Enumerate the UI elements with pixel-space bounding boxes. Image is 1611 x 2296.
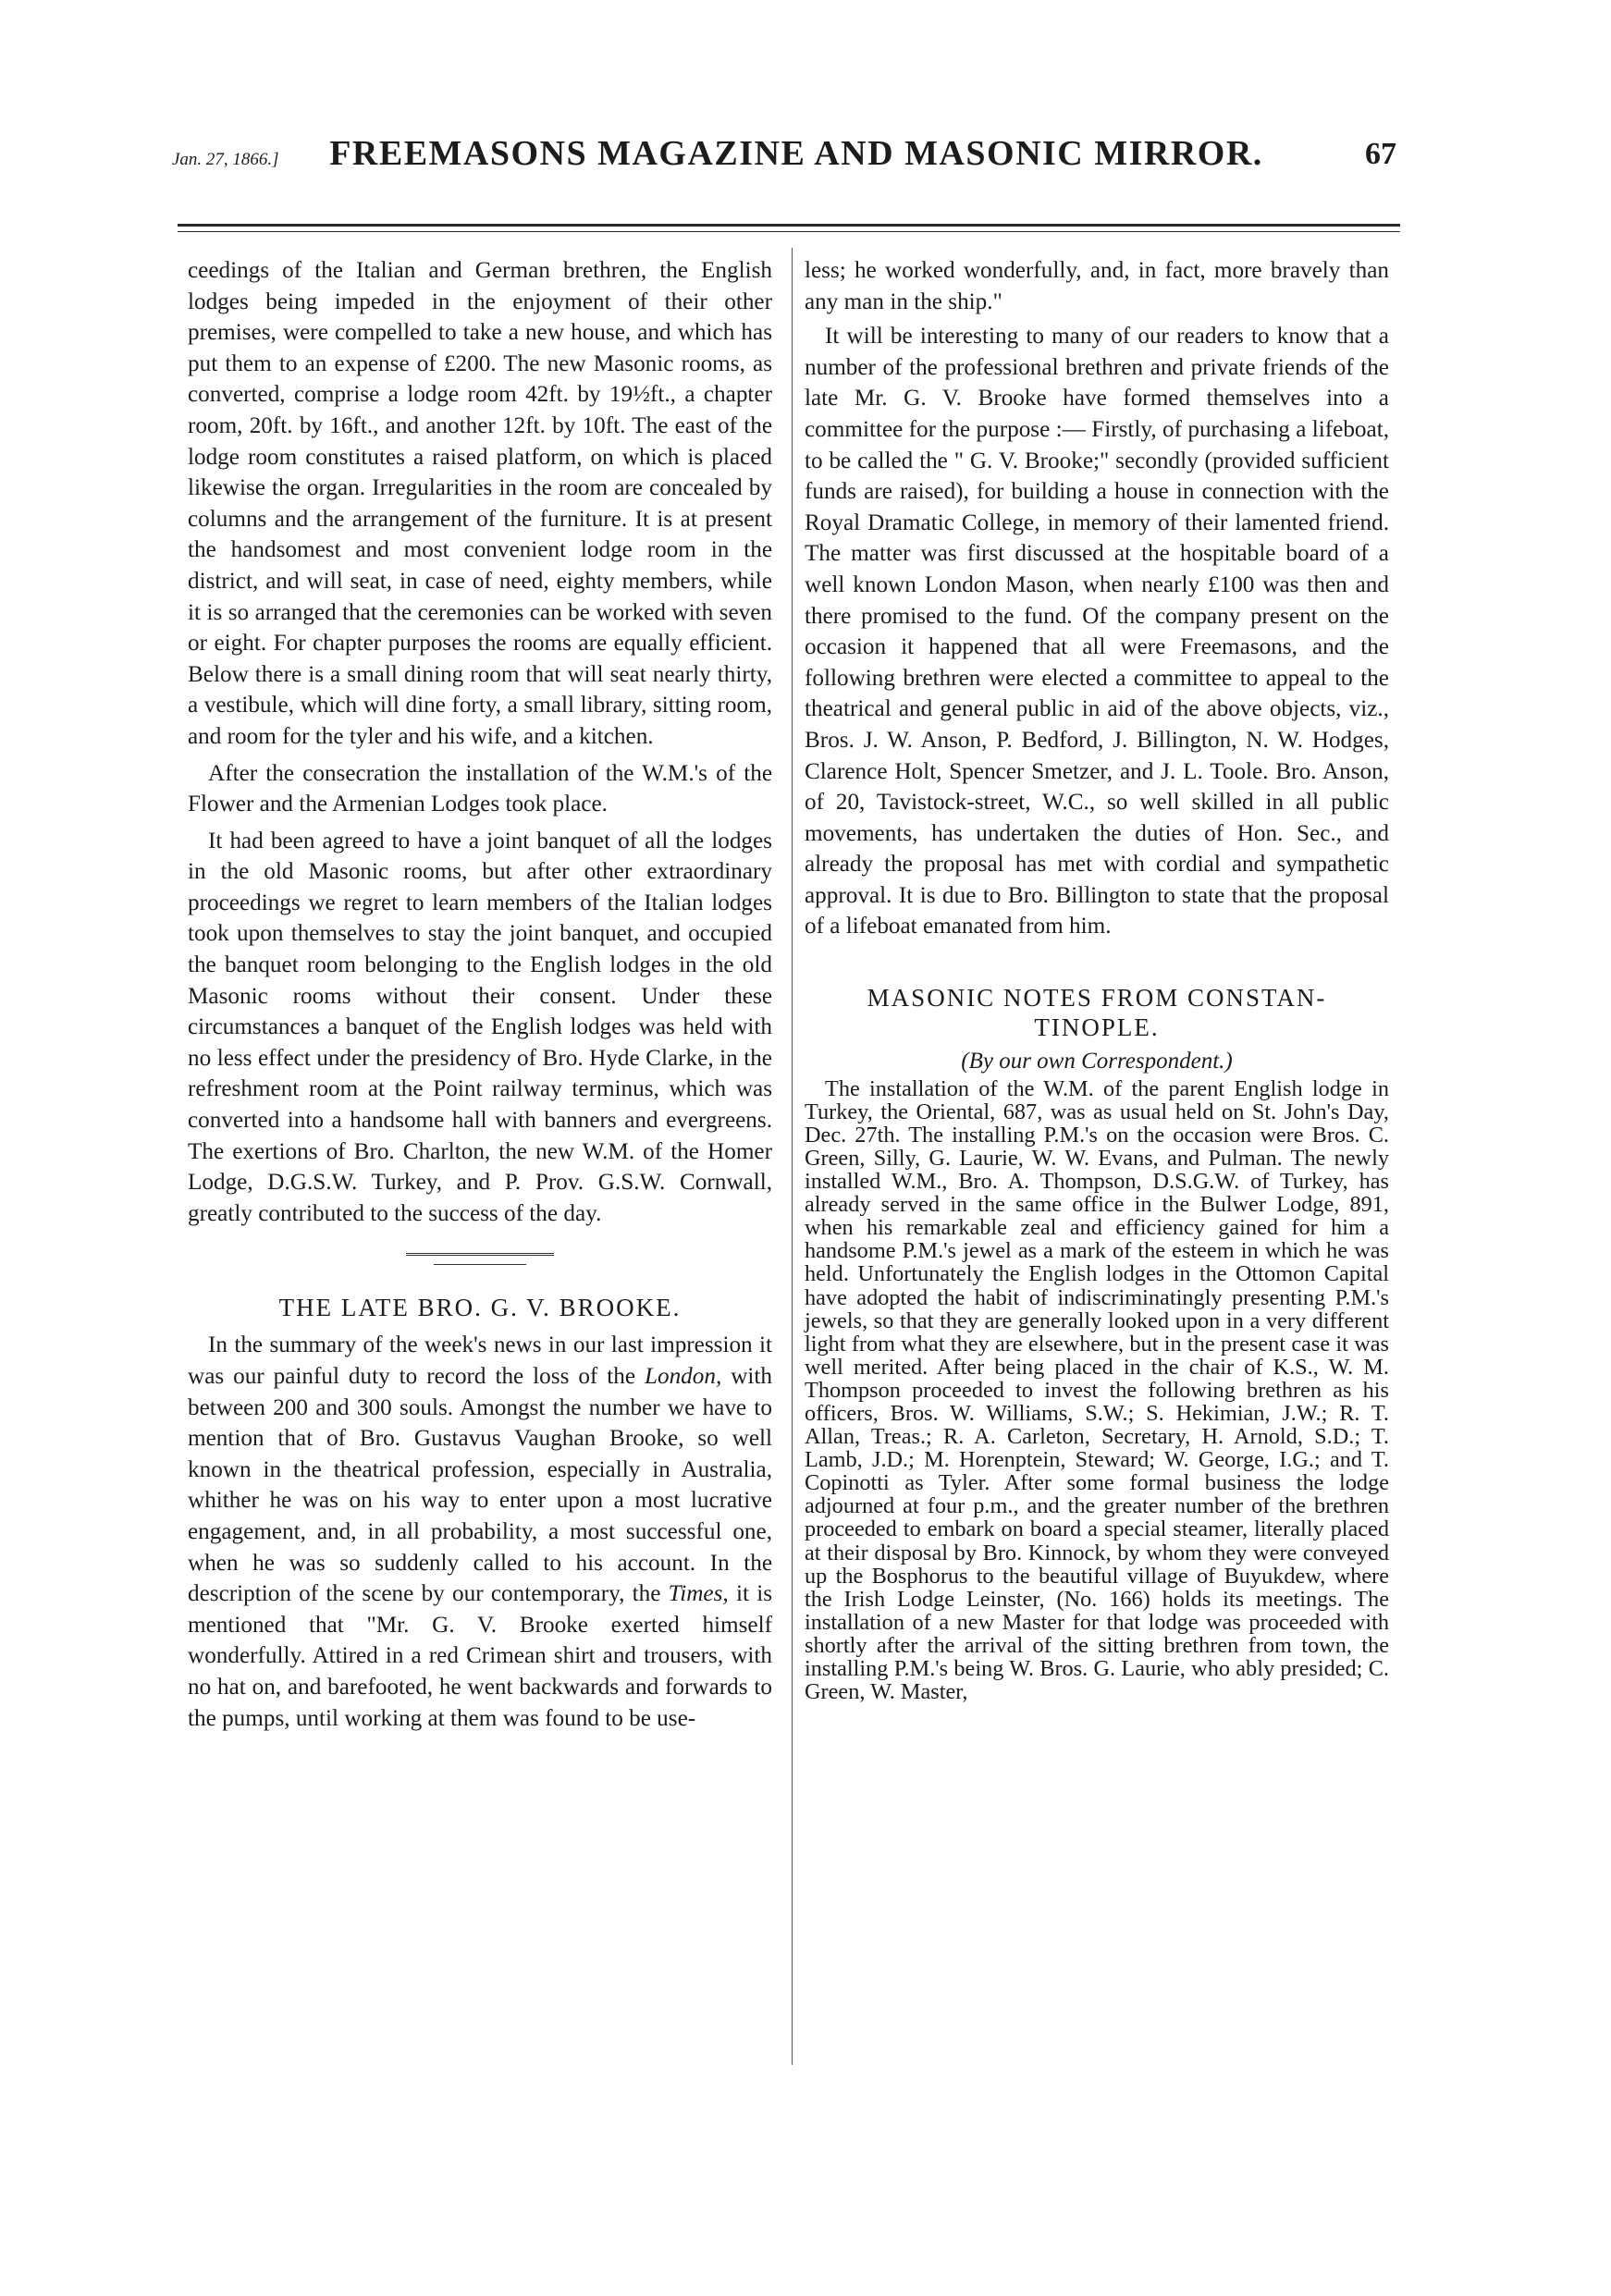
right-column xyxy=(805,255,1389,1703)
paragraph: It will be interesting to many of our readers to know that a number of the professional brethren and private friends of the late Mr. G. V. Brooke have formed themselves into a committee for the purpose :— Firstly, of purchasing a lifeboat, to be called the " G. V. Brooke;" secondly (provided sufficient funds are raised), for building a house in connection with the Royal Dramatic College, in memory of their lamented friend. The matter was first discussed at the hospitable board of a well known London Mason, when nearly £100 was then and there promised to the fund. Of the company present on the occasion it happened that all were Freemasons, and the following brethren were elected a committee to appeal to the theatrical and general public in aid of the above objects, viz., Bros. J. W. Anson, P. Bedford, J. Billington, N. W. Hodges, Clarence Holt, Spencer Smetzer, and J. L. Toole. Bro. Anson, of 20, Tavistock-street, W.C., so well skilled in all public movements, has undertaken the duties of Hon. Sec., and already the proposal has met with cordial and sympathetic approval. It is due to Bro. Billington to state that the proposal of a lifeboat emanated from him. xyxy=(805,324,1389,939)
magazine-title: FREEMASONS MAGAZINE AND MASONIC MIRROR. xyxy=(329,134,1263,173)
section-divider xyxy=(406,1253,554,1259)
page-number: 67 xyxy=(1365,137,1396,171)
byline: (By our own Correspondent.) xyxy=(961,1049,1233,1074)
paragraph: It had been agreed to have a joint banquet of all the lodges in the old Masonic rooms, but after other extraordinary proceedings we regret to learn members of the Italian lodges took upon themselves to stay the joint banquet, and occupied the banquet room belonging to the English lodges in the old Masonic rooms without their consent. Under these circumstances a banquet of the English lodges was held with no less effect under the presidency of Bro. Hyde Clarke, in the refreshment room at the Point railway terminus, which was converted into a handsome hall with banners and evergreens. The exertions of Bro. Charlton, the new W.M. of the Homer Lodge, D.G.S.W. Turkey, and P. Prov. G.S.W. Cornwall, greatly contributed to the success of the day. xyxy=(188,828,772,1226)
section-divider-short xyxy=(434,1264,526,1265)
page-header xyxy=(172,129,1420,185)
paragraph: less; he worked wonderfully, and, in fact, more bravely than any man in the ship." xyxy=(805,258,1389,314)
issue-date: Jan. 27, 1866.] xyxy=(172,150,279,169)
section-heading-constantinople: MASONIC NOTES FROM CONSTAN- TINOPLE. xyxy=(867,984,1327,1042)
paragraph: After the consecration the installation of the W.M.'s of the Flower and the Armenian Lodges took place. xyxy=(188,760,772,817)
column-divider xyxy=(792,248,793,2065)
paragraph: In the summary of the week's news in our last impression it was our painful duty to record the loss of the London, with between 200 and 300 souls. Amongst the number we have to mention that of Bro. Gustavus Vaughan Brooke, so well known in the theatrical profession, especially in Australia, whither he was on his way to enter upon a most lucrative engagement, and, in all probability, a most successful one, when he was so suddenly called to his account. In the description of the scene by our contemporary, the Times, it is mentioned that "Mr. G. V. Brooke exerted himself wonderfully. Attired in a red Crimean shirt and trousers, with no hat on, and barefooted, he went backwards and forwards to the pumps, until working at them was found to be use- xyxy=(188,1332,773,1731)
header-rule xyxy=(178,224,1400,227)
left-column xyxy=(188,255,772,1734)
header-rule-thin xyxy=(178,231,1400,232)
paragraph: The installation of the W.M. of the parent English lodge in Turkey, the Oriental, 687, was as usual held on St. John's Day, Dec. 27th. The installing P.M.'s on the occasion were Bros. C. Green, Silly, G. Laurie, W. W. Evans, and Pulman. The newly installed W.M., Bro. A. Thompson, D.S.G.W. of Turkey, has already served in the same office in the Bulwer Lodge, 891, when his remarkable zeal and efficiency gained for him a handsome P.M.'s jewel as a mark of the esteem in which he was held. Unfortunately the English lodges in the Ottomon Capital have adopted the habit of indiscriminatingly presenting P.M.'s jewels, so that they are generally looked upon in a very different light from what they are elsewhere, but in the present case it was well merited. After being placed in the chair of K.S., W. M. Thompson proceeded to invest the following brethren as his officers, Bros. W. Williams, S.W.; S. Hekimian, J.W.; R. T. Allan, Treas.; R. A. Carleton, Secretary, H. Arnold, S.D.; T. Lamb, J.D.; M. Horenptein, Steward; W. George, I.G.; and T. Copinotti as Tyler. After some formal business the lodge adjourned at four p.m., and the greater number of the brethren proceeded to embark on board a special steamer, literally placed at their disposal by Bro. Kinnock, by whom they were conveyed up the Bosphorus to the beautiful village of Buyukdew, where the Irish Lodge Leinster, (No. 166) holds its meetings. The installation of a new Master for that lodge was proceeded with shortly after the arrival of the sitting brethren from town, the installing P.M.'s being W. Bros. G. Laurie, who ably presided; C. Green, W. Master, xyxy=(805,1075,1389,1705)
paragraph: ceedings of the Italian and German brethren, the English lodges being impeded in the enjoyment of their other premises, were compelled to take a new house, and which has put them to an expense of £200. The new Masonic rooms, as converted, comprise a lodge room 42ft. by 19½ft., a chapter room, 20ft. by 16ft., and another 12ft. by 10ft. The east of the lodge room constitutes a raised platform, on which is placed likewise the organ. Irregularities in the room are concealed by columns and the arrangement of the furniture. It is at present the handsomest and most convenient lodge room in the district, and will seat, in case of need, eighty members, while it is so arranged that the ceremonies can be worked with seven or eight. For chapter purposes the rooms are equally efficient. Below there is a small dining room that will seat nearly thirty, a vestibule, which will dine forty, a small library, sitting room, and room for the tyler and his wife, and a kitchen. xyxy=(188,258,772,749)
section-heading-brooke: THE LATE BRO. G. V. BROOKE. xyxy=(278,1294,682,1322)
